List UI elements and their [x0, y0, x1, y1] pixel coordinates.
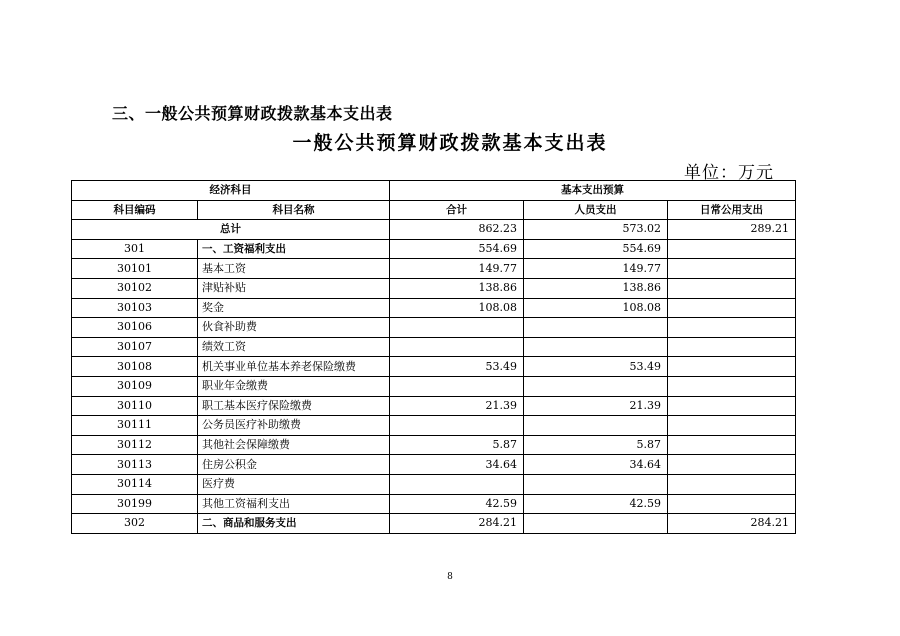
row-code: 30106 — [72, 318, 198, 338]
row-code: 30101 — [72, 259, 198, 279]
row-code: 30102 — [72, 278, 198, 298]
row-name: 一、工资福利支出 — [198, 239, 390, 259]
row-name: 伙食补助费 — [198, 318, 390, 338]
row-total: 5.87 — [390, 435, 524, 455]
row-code: 30112 — [72, 435, 198, 455]
header-basic-budget: 基本支出预算 — [390, 181, 796, 201]
header-total: 合计 — [390, 200, 524, 220]
row-total: 149.77 — [390, 259, 524, 279]
row-public — [668, 455, 796, 475]
row-code: 30113 — [72, 455, 198, 475]
row-total: 34.64 — [390, 455, 524, 475]
table-row — [72, 298, 796, 318]
row-public — [668, 278, 796, 298]
row-personnel: 554.69 — [524, 239, 668, 259]
table-row — [72, 514, 796, 534]
row-code: 30103 — [72, 298, 198, 318]
row-public — [668, 416, 796, 436]
row-total: 554.69 — [390, 239, 524, 259]
row-personnel — [524, 514, 668, 534]
row-total — [390, 416, 524, 436]
row-code: 30111 — [72, 416, 198, 436]
table-row — [72, 376, 796, 396]
row-public — [668, 494, 796, 514]
row-total: 21.39 — [390, 396, 524, 416]
row-code: 30199 — [72, 494, 198, 514]
row-code: 301 — [72, 239, 198, 259]
page-number: 8 — [447, 572, 453, 582]
row-personnel: 108.08 — [524, 298, 668, 318]
row-total: 42.59 — [390, 494, 524, 514]
row-personnel — [524, 474, 668, 494]
row-total: 108.08 — [390, 298, 524, 318]
row-name: 绩效工资 — [198, 337, 390, 357]
header-economic-subject: 经济科目 — [72, 181, 390, 201]
row-code: 30108 — [72, 357, 198, 377]
row-public — [668, 239, 796, 259]
row-total — [390, 474, 524, 494]
row-total: 138.86 — [390, 278, 524, 298]
table-body — [72, 220, 796, 534]
row-name: 其他工资福利支出 — [198, 494, 390, 514]
table-row — [72, 278, 796, 298]
row-personnel: 21.39 — [524, 396, 668, 416]
row-public — [668, 357, 796, 377]
row-personnel: 149.77 — [524, 259, 668, 279]
header-code: 科目编码 — [72, 200, 198, 220]
document-title: 一般公共预算财政拨款基本支出表 — [292, 132, 608, 154]
unit-label: 单位：万元 — [684, 163, 774, 183]
total-total: 862.23 — [390, 220, 524, 240]
row-total — [390, 318, 524, 338]
row-personnel: 53.49 — [524, 357, 668, 377]
row-name: 职工基本医疗保险缴费 — [198, 396, 390, 416]
row-public — [668, 259, 796, 279]
row-code: 30114 — [72, 474, 198, 494]
row-name: 机关事业单位基本养老保险缴费 — [198, 357, 390, 377]
total-row — [72, 220, 796, 240]
table-row — [72, 474, 796, 494]
row-code: 30107 — [72, 337, 198, 357]
row-name: 二、商品和服务支出 — [198, 514, 390, 534]
row-code: 30110 — [72, 396, 198, 416]
row-name: 津贴补贴 — [198, 278, 390, 298]
row-total: 284.21 — [390, 514, 524, 534]
row-personnel — [524, 376, 668, 396]
row-public — [668, 435, 796, 455]
header-personnel: 人员支出 — [524, 200, 668, 220]
row-name: 职业年金缴费 — [198, 376, 390, 396]
row-public — [668, 298, 796, 318]
total-public: 289.21 — [668, 220, 796, 240]
row-public — [668, 337, 796, 357]
row-name: 住房公积金 — [198, 455, 390, 475]
total-label: 总计 — [72, 220, 390, 240]
table-row — [72, 494, 796, 514]
row-public — [668, 318, 796, 338]
table-row — [72, 318, 796, 338]
row-name: 基本工资 — [198, 259, 390, 279]
row-public — [668, 396, 796, 416]
row-personnel: 5.87 — [524, 435, 668, 455]
row-personnel — [524, 318, 668, 338]
row-name: 其他社会保障缴费 — [198, 435, 390, 455]
row-code: 30109 — [72, 376, 198, 396]
header-public: 日常公用支出 — [668, 200, 796, 220]
row-total — [390, 337, 524, 357]
row-total — [390, 376, 524, 396]
row-public — [668, 474, 796, 494]
total-personnel: 573.02 — [524, 220, 668, 240]
section-title: 三、一般公共预算财政拨款基本支出表 — [112, 104, 393, 123]
row-personnel: 42.59 — [524, 494, 668, 514]
row-personnel: 138.86 — [524, 278, 668, 298]
row-personnel — [524, 337, 668, 357]
row-name: 奖金 — [198, 298, 390, 318]
header-column-row — [72, 200, 796, 220]
table-row — [72, 435, 796, 455]
row-name: 公务员医疗补助缴费 — [198, 416, 390, 436]
table-row — [72, 259, 796, 279]
row-personnel — [524, 416, 668, 436]
table-row — [72, 416, 796, 436]
row-code: 302 — [72, 514, 198, 534]
header-group-row — [72, 181, 796, 201]
table-row — [72, 239, 796, 259]
table-row — [72, 357, 796, 377]
row-name: 医疗费 — [198, 474, 390, 494]
row-total: 53.49 — [390, 357, 524, 377]
budget-table — [71, 180, 796, 534]
table-row — [72, 337, 796, 357]
row-personnel: 34.64 — [524, 455, 668, 475]
header-name: 科目名称 — [198, 200, 390, 220]
table-row — [72, 396, 796, 416]
row-public: 284.21 — [668, 514, 796, 534]
row-public — [668, 376, 796, 396]
table-row — [72, 455, 796, 475]
